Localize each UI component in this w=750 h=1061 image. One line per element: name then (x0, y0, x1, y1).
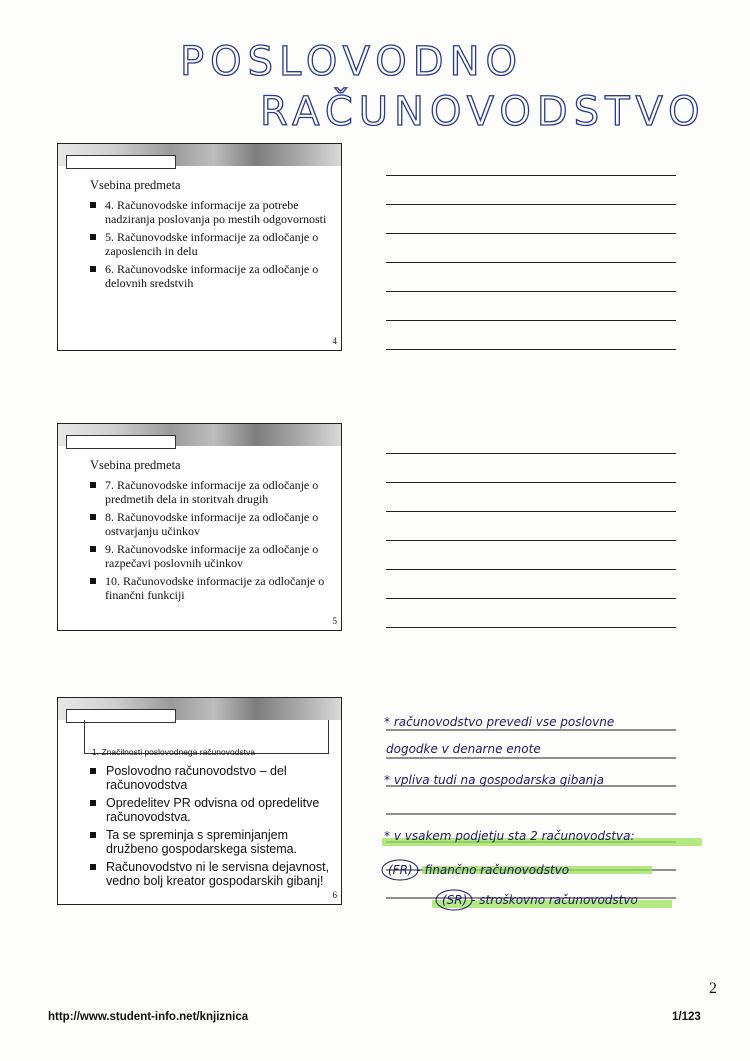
bullet-icon (90, 482, 96, 488)
bullet-icon (90, 266, 96, 272)
note-line (386, 349, 676, 350)
bullet-icon (90, 234, 96, 240)
slide-list (90, 764, 340, 892)
note-line (386, 453, 676, 454)
bullet-icon (90, 864, 96, 870)
note-text: * v vsakem podjetju sta 2 računovodstva: (384, 829, 635, 843)
list-item: 7. Računovodske informacije za odločanje o predmetih dela in storitvah drugih (90, 478, 335, 506)
slide-banner-box (66, 435, 176, 449)
list-item: 9. Računovodske informacije za odločanje o razpečavi poslovnih učinkov (90, 542, 335, 570)
note-text: (FR) - finančno računovodstvo (388, 863, 570, 877)
page-number: 2 (709, 980, 717, 997)
bullet-icon (90, 202, 96, 208)
note-line (386, 320, 676, 321)
bullet-icon (90, 800, 96, 806)
note-line (386, 569, 676, 570)
bullet-icon (90, 546, 96, 552)
bullet-icon (90, 578, 96, 584)
slide-1 (57, 143, 342, 351)
handwritten-title (170, 30, 706, 140)
note-line (386, 233, 676, 234)
note-line (386, 204, 676, 205)
note-line (386, 262, 676, 263)
note-line (386, 291, 676, 292)
bullet-icon (90, 832, 96, 838)
note-line (386, 598, 676, 599)
slide-list (90, 198, 335, 294)
slide-heading: Vsebina predmeta (90, 458, 181, 472)
list-item: Poslovodno računovodstvo – del računovodstva (90, 764, 340, 792)
list-item: Ta se spreminja s spreminjanjem družbeno gospodarskega sistema. (90, 828, 340, 856)
slide-3 (57, 697, 342, 905)
list-item: Opredelitev PR odvisna od opredelitve računovodstva. (90, 796, 340, 824)
handwritten-notes (372, 700, 712, 920)
handwritten-title-line1: POSLOVODNO (180, 39, 523, 85)
slide-number: 5 (332, 616, 337, 626)
list-item: 8. Računovodske informacije za odločanje o ostvarjanju učinkov (90, 510, 335, 538)
list-item: Računovodstvo ni le servisna dejavnost, vedno bolj kreator gospodarskih gibanj! (90, 860, 340, 888)
note-line (386, 627, 676, 628)
slide-banner-box (66, 155, 176, 169)
bullet-icon (90, 768, 96, 774)
note-text: dogodke v denarne enote (386, 742, 541, 756)
slide-number: 6 (332, 890, 337, 900)
note-line (386, 482, 676, 483)
slide-heading: 1. Značilnosti poslovodnega računovodstva (92, 747, 256, 757)
footer-url-link[interactable]: http://www.student-info.net/knjiznica (48, 1011, 249, 1023)
slide-number: 4 (332, 336, 337, 346)
slide-heading: Vsebina predmeta (90, 178, 181, 192)
bullet-icon (90, 514, 96, 520)
note-text: * računovodstvo prevedi vse poslovne (384, 715, 615, 729)
slide-list (90, 478, 335, 606)
list-item: 4. Računovodske informacije za potrebe nadziranja poslovanja po mestih odgovornosti (90, 198, 335, 226)
note-line (386, 540, 676, 541)
note-text: * vpliva tudi na gospodarska gibanja (384, 773, 604, 787)
slide-2 (57, 423, 342, 631)
note-text: (SR) - stroškovno računovodstvo (442, 893, 638, 907)
footer-page-count: 1/123 (672, 1011, 701, 1023)
list-item: 5. Računovodske informacije za odločanje o zaposlencih in delu (90, 230, 335, 258)
handwritten-title-line2: RAČUNOVODSTVO (260, 89, 706, 135)
note-line (386, 511, 676, 512)
list-item: 6. Računovodske informacije za odločanje o delovnih sredstvih (90, 262, 335, 290)
list-item: 10. Računovodske informacije za odločanje o finančni funkciji (90, 574, 335, 602)
note-line (386, 175, 676, 176)
